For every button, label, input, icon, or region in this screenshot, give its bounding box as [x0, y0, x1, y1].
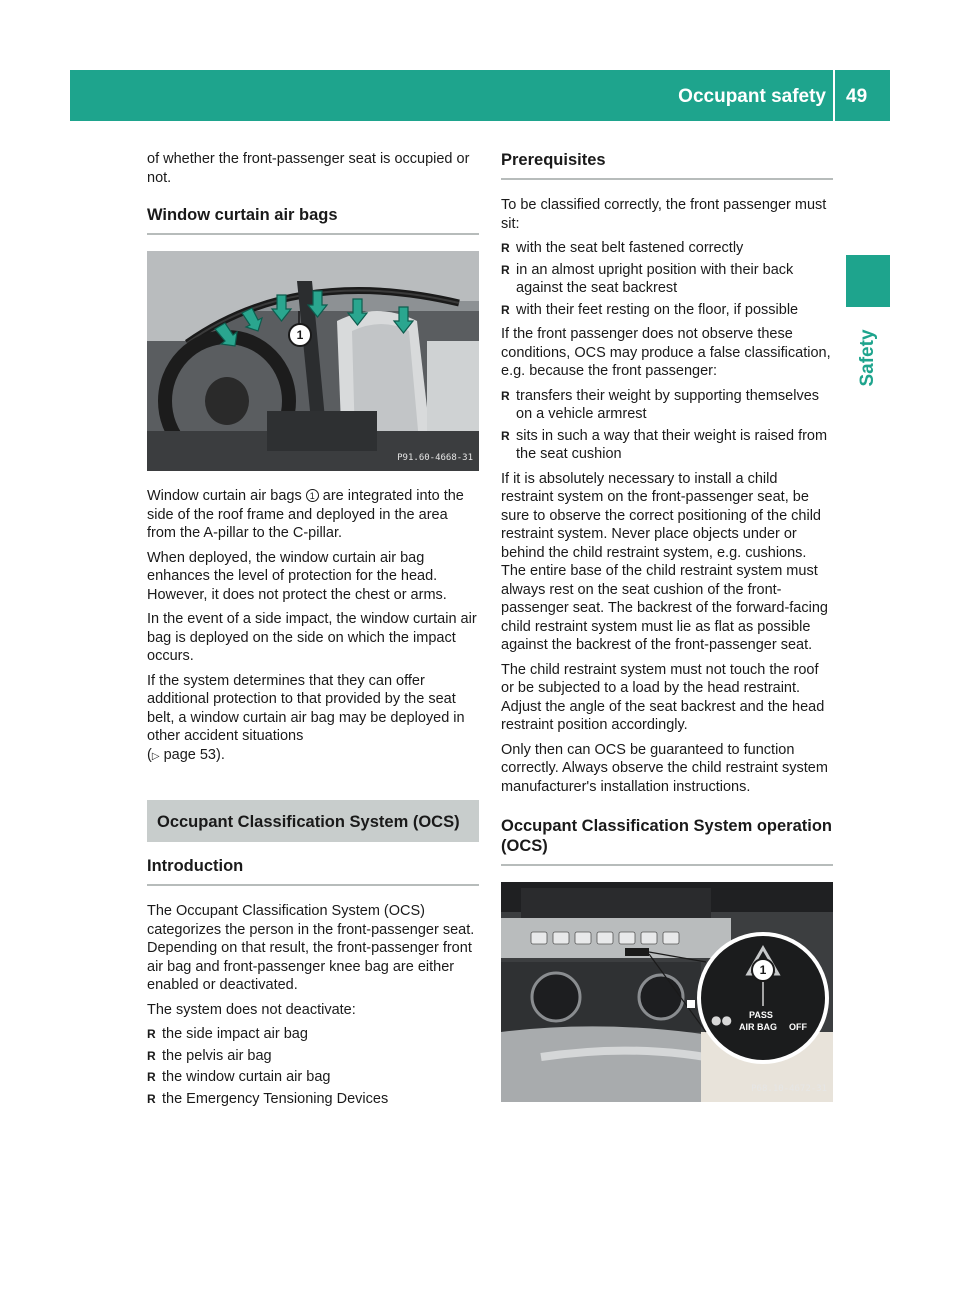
prerequisites-intro: To be classified correctly, the front passenger must sit:	[501, 197, 827, 232]
list-item: R transfers their weight by supporting themselves on a vehicle armrest	[501, 387, 833, 424]
window-curtain-para-3: In the event of a side impact, the window curtain air bag is deployed on the side on which the impact occurs.	[147, 611, 477, 664]
child-restraint-para-3: Only then can OCS be guaranteed to function correctly. Always observe the child restraint system manufacturer's installation instructions.	[501, 741, 828, 795]
prerequisites-list	[501, 239, 833, 319]
page-number: 49	[846, 86, 868, 107]
introduction-heading-wrap	[147, 856, 479, 886]
list-item: R the side impact air bag	[147, 1025, 479, 1044]
list-item: R the window curtain air bag	[147, 1068, 479, 1087]
window-curtain-para-2: When deployed, the window curtain air bag enhances the level of protection for the head. However, it does not protect the chest or arms.	[147, 549, 447, 603]
false-classification-list	[501, 387, 833, 464]
prerequisites-heading-wrap	[501, 150, 833, 180]
list-item: R the Emergency Tensioning Devices	[147, 1090, 479, 1109]
callout-marker-1: 1	[288, 323, 312, 347]
para-text: are integrated into the side of the roof frame and deployed in the area from the A-pillar to the C-pillar.	[147, 488, 464, 541]
list-item: R in an almost upright position with their back against the seat backrest	[501, 261, 833, 298]
child-restraint-para-1: If it is absolutely necessary to install a child restraint system on the front-passenger seat, be sure to observe the correct positioning of the child restraint system. Never place objects under or behind the child restraint system, e.g. cushions. The entire base of the child restraint system must always rest on the seat cushion of the front-passenger seat. The backrest of the forward-facing child restraint system must lie as flat as possible against the backrest of the front-passenger seat.	[501, 470, 828, 653]
list-item: R sits in such a way that their weight is raised from the seat cushion	[501, 427, 833, 464]
window-curtain-heading: Window curtain air bags	[147, 205, 479, 235]
introduction-para-1: The Occupant Classification System (OCS) categorizes the person in the front-passenger seat. Depending on that result, the front-passenger front air bag and front-passenger knee bag are either enabled or deactivated.	[147, 903, 475, 993]
page-ref-arrow-icon: ▷	[151, 750, 160, 762]
ocs-operation-heading-wrap	[501, 816, 833, 866]
prerequisites-para-mid: If the front passenger does not observe these conditions, OCS may produce a false classification, e.g. because the front passenger:	[501, 326, 831, 379]
window-curtain-figure	[147, 251, 479, 471]
pass-label: PASS	[749, 1010, 773, 1020]
center-console-illustration	[501, 882, 833, 1102]
introduction-para-2: The system does not deactivate:	[147, 1001, 356, 1018]
para-text: Window curtain air bags	[147, 488, 306, 504]
off-label: OFF	[789, 1022, 807, 1032]
chapter-tab-marker	[846, 255, 890, 307]
ocs-section-box: Occupant Classification System (OCS)	[147, 800, 479, 842]
list-item: R the pelvis air bag	[147, 1047, 479, 1066]
child-restraint-para-2: The child restraint system must not touch the roof or be subjected to a load by the head restraint. Adjust the angle of the seat backrest and the head restraint position accordingly.	[501, 661, 825, 733]
right-column	[501, 150, 833, 1118]
not-deactivated-list	[147, 1025, 479, 1108]
airbag-label: AIR BAG	[739, 1022, 777, 1032]
introduction-heading: Introduction	[147, 856, 479, 886]
figure-code: P91.60-4668-31	[397, 452, 473, 463]
header-divider	[833, 70, 835, 121]
chapter-tab-label: Safety	[857, 329, 878, 387]
figure-code: P68.10-4672-31	[751, 1083, 827, 1094]
svg-text:●●: ●●	[711, 1013, 732, 1027]
list-item: R with their feet resting on the floor, if possible	[501, 301, 833, 320]
list-item: R with the seat belt fastened correctly	[501, 239, 833, 258]
ocs-operation-figure	[501, 882, 833, 1102]
left-column	[147, 150, 479, 1114]
prerequisites-heading: Prerequisites	[501, 150, 833, 180]
callout-ref-1: 1	[306, 489, 319, 502]
ocs-operation-heading: Occupant Classification System operation (OCS)	[501, 816, 833, 866]
page-reference-link[interactable]: page 53).	[163, 746, 225, 763]
window-curtain-para-1	[147, 487, 479, 543]
intro-text: of whether the front-passenger seat is occupied or not.	[147, 151, 470, 186]
para-text: If the system determines that they can offer additional protection to that provided by the seat belt, a window curtain air bag may be deployed in other accident situations	[147, 672, 465, 744]
car-interior-illustration	[147, 251, 479, 471]
window-curtain-para-4: If the system determines that they can offer additional protection to that provided by the seat belt, a window curtain air bag may be deployed in other accident situations (▷ page 53).	[147, 672, 465, 763]
window-curtain-heading-wrap	[147, 205, 479, 235]
section-title: Occupant safety	[678, 86, 826, 107]
callout-marker-1: 1	[751, 958, 775, 982]
